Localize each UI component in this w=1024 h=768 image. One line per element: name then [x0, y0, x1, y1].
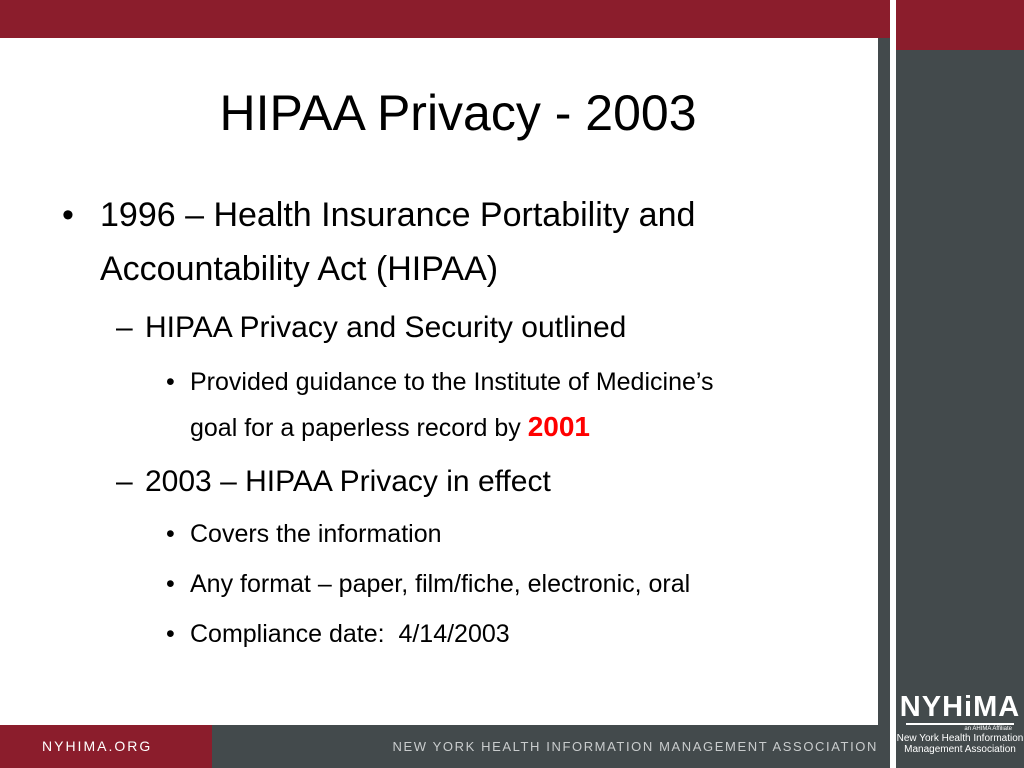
- side-panel-strip: [878, 38, 890, 728]
- bullet-text: 2003 – HIPAA Privacy in effect: [145, 465, 551, 498]
- highlight-year: 2001: [527, 411, 590, 442]
- bullet-text: Compliance date: 4/14/2003: [190, 620, 510, 648]
- logo-affiliate: an AHIMA Affiliate: [964, 726, 1012, 732]
- slide-title: HIPAA Privacy - 2003: [219, 85, 697, 141]
- bullet-marker: •: [166, 520, 175, 548]
- footer-org-name: NEW YORK HEALTH INFORMATION MANAGEMENT ASSOCIATION: [212, 725, 890, 768]
- bullet-marker: •: [166, 570, 175, 598]
- nyhima-logo: [896, 690, 1024, 768]
- bullet-text: Accountability Act (HIPAA): [100, 250, 499, 288]
- bullet-text: [190, 405, 590, 450]
- bullet-marker: •: [62, 196, 74, 234]
- bullet-text: HIPAA Privacy and Security outlined: [145, 311, 627, 344]
- bullet-marker: –: [116, 465, 133, 498]
- bullet-text: Any format – paper, film/fiche, electronic, oral: [190, 570, 691, 598]
- bullet-text-prefix: goal for a paperless record by: [190, 414, 528, 442]
- top-bar: [0, 0, 1024, 38]
- bullet-marker: –: [116, 311, 133, 344]
- bullet-text: 1996 – Health Insurance Portability and: [100, 196, 696, 234]
- footer-site: NYHIMA.ORG: [0, 725, 212, 768]
- side-panel: [896, 50, 1024, 690]
- logo-line2: Management Association: [904, 744, 1016, 755]
- bullet-text: Covers the information: [190, 520, 442, 548]
- bullet-marker: •: [166, 368, 175, 396]
- bullet-marker: •: [166, 620, 175, 648]
- logo-mark: NYHiMA: [899, 691, 1021, 723]
- logo-line1: New York Health Information: [896, 733, 1024, 744]
- side-panel-top: [896, 0, 1024, 50]
- bullet-text: Provided guidance to the Institute of Medicine’s: [190, 368, 714, 396]
